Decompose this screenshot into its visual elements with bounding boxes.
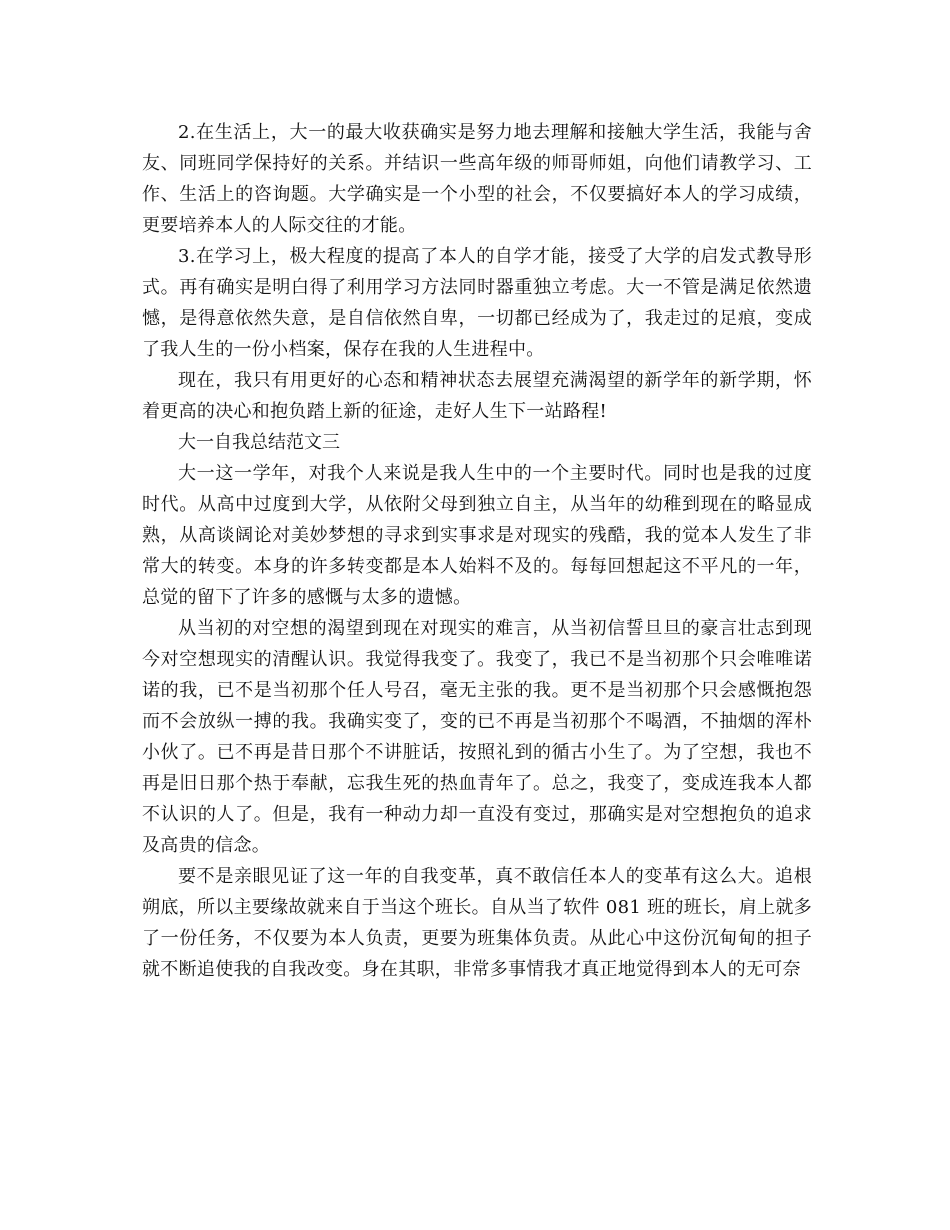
paragraph-study: 3.在学习上，极大程度的提高了本人的自学才能，接受了大学的启发式教导形式。再有确实是明白得了利用学习方法同时器重独立考虑。大一不管是满足依然遗憾，是得意依然失意，是自信依然自卑，一切都已经成为了，我走过的足痕，变成了我人生的一份小档案，保存在我的人生进程中。 <box>142 246 812 360</box>
section-heading: 大一自我总结范文三 <box>178 432 340 453</box>
document-body <box>142 117 812 985</box>
paragraph-life: 2.在生活上，大一的最大收获确实是努力地去理解和接触大学生活，我能与舍友、同班同学保持好的关系。并结识一些高年级的师哥师姐，向他们请教学习、工作、生活上的咨询题。大学确实是一个小型的社会，不仅要搞好本人的学习成绩，更要培养本人的人际交往的才能。 <box>142 122 812 236</box>
paragraph-outlook: 现在，我只有用更好的心态和精神状态去展望充满渴望的新学年的新学期，怀着更高的决心和抱负踏上新的征途，走好人生下一站路程! <box>142 370 812 422</box>
paragraph-change: 从当初的对空想的渴望到现在对现实的难言，从当初信誓旦旦的豪言壮志到现今对空想现实的清醒认识。我觉得我变了。我变了，我已不是当初那个只会唯唯诺诺的我，已不是当初那个任人号召，毫无主张的我。更不是当初那个只会感慨抱怨而不会放纵一搏的我。我确实变了，变的已不再是当初那个不喝酒，不抽烟的浑朴小伙了。已不再是昔日那个不讲脏话，按照礼到的循古小生了。为了空想，我也不再是旧日那个热于奉献，忘我生死的热血青年了。总之，我变了，变成连我本人都不认识的人了。但是，我有一种动力却一直没有变过，那确实是对空想抱负的追求及高贵的信念。 <box>142 618 812 856</box>
paragraph-freshman-year: 大一这一学年，对我个人来说是我人生中的一个主要时代。同时也是我的过度时代。从高中过度到大学，从依附父母到独立自主，从当年的幼稚到现在的略显成熟，从高谈阔论对美妙梦想的寻求到实事求是对现实的残酷，我的觉本人发生了非常大的转变。本身的许多转变都是本人始料不及的。每每回想起这不平凡的一年，总觉的留下了许多的感慨与太多的遗憾。 <box>142 463 812 608</box>
paragraph-monitor: 要不是亲眼见证了这一年的自我变革，真不敢信任本人的变革有这么大。追根朔底，所以主要缘故就来自于当这个班长。自从当了软件 081 班的班长，肩上就多了一份任务，不仅要为本人负责，更要为班集体负责。从此心中这份沉甸甸的担子就不断追使我的自我改变。身在其职，非常多事情我才真正地觉得到本人的无可奈 <box>142 866 812 980</box>
